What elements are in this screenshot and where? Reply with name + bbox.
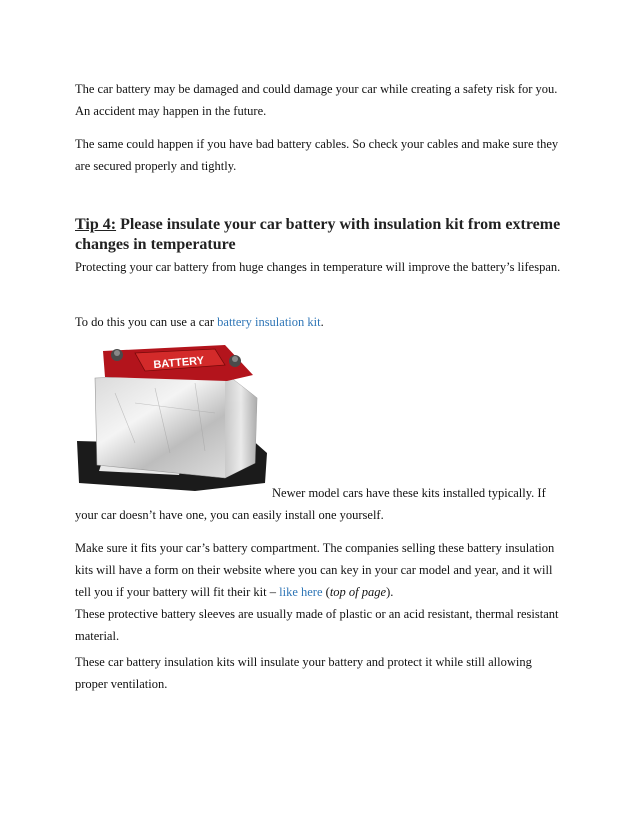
paragraph-temperature: Protecting your car battery from huge changes in temperature will improve the battery’s lifespan.: [75, 260, 561, 274]
battery-insulation-image: [75, 333, 270, 495]
paragraph-ventilation: These car battery insulation kits will insulate your battery and protect it while still allowing proper ventilation.: [75, 655, 532, 691]
tip-heading-text: Please insulate your car battery with insulation kit from extreme changes in temperature: [75, 216, 561, 253]
battery-brand-label: BATTERY: [152, 354, 205, 372]
paragraph-insulation-kit: [75, 311, 565, 333]
text-span: ).: [386, 585, 394, 599]
text-span: .: [320, 315, 324, 329]
tip-label: Tip 4:: [75, 216, 117, 233]
paragraph-fit-compartment: [75, 537, 565, 603]
text-span: Newer model cars have these kits installed typically. If your car doesn’t have one, you can easily install one yourself.: [75, 486, 546, 522]
italic-text: top of page: [329, 585, 387, 599]
like-here-link[interactable]: like here: [279, 585, 323, 599]
battery-insulation-kit-link[interactable]: battery insulation kit: [217, 315, 321, 329]
paragraph-battery-cables: The same could happen if you have bad battery cables. So check your cables and make sure they are secured properly and tightly.: [75, 137, 559, 173]
paragraph-protective-sleeves: These protective battery sleeves are usually made of plastic or an acid resistant, thermal resistant material.: [75, 607, 559, 643]
paragraph-battery-damage: The car battery may be damaged and could damage your car while creating a safety risk for you. An accident may happen in the future.: [75, 82, 558, 118]
paragraph-newer-cars: [75, 482, 565, 526]
text-span: (: [322, 585, 330, 599]
text-span: To do this you can use a car: [75, 315, 218, 329]
text-span: Make sure it fits your car’s battery compartment. The companies selling these battery insulation kits will have a form on their website where you can key in your car model and year, and it will tell you if your battery will fit their kit –: [75, 541, 555, 599]
tip-heading: [75, 215, 565, 255]
